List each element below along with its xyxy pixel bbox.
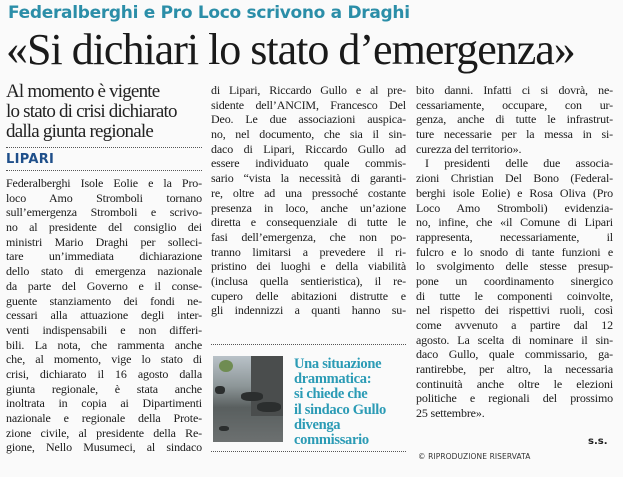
article-line: bito danni. Infatti ci si dovrà, ne- xyxy=(416,83,613,97)
article-line: genza, anche di tutte le infrastrut- xyxy=(416,112,613,127)
article-line: sull’emergenza Stromboli e scrivo- xyxy=(6,205,202,220)
headline: «Si dichiari lo stato d’emergenza» xyxy=(6,25,575,74)
article-line: cessariamente, occupare, con ur- xyxy=(416,97,613,112)
article-line: cessari alla attuazione degli inter- xyxy=(6,308,202,323)
article-line: crisi, dichiarato il 16 agosto dalla xyxy=(6,366,202,381)
callout-line: Una situazione xyxy=(294,356,382,372)
divider xyxy=(6,147,202,148)
callout-line: drammatica: xyxy=(294,371,372,388)
callout-line: commissario xyxy=(294,432,369,449)
article-line: gione, Nello Musumeci, al sindaco xyxy=(6,440,202,455)
article-line: ture necessarie per la messa in si- xyxy=(416,127,613,142)
article-line: zione civile, al presidente della Re- xyxy=(6,425,202,440)
article-line: giunta regionale, è stata anche xyxy=(6,381,202,396)
article-line: I presidenti delle due associa- xyxy=(425,156,613,171)
article-line: fasi dell’emergenza, che non po- xyxy=(211,229,406,244)
article-line: daco di Lipari, Riccardo Gullo ad xyxy=(211,141,406,156)
article-line: 25 settembre». xyxy=(416,406,485,421)
article-line: nazionale e regionale della Prote- xyxy=(6,411,202,425)
article-line: di Lipari, Riccardo Gullo e al pre- xyxy=(211,83,406,97)
article-line: rantirebbe, per altro, la necessaria xyxy=(416,362,613,377)
article-line: pristino dei luoghi e della viabilità xyxy=(211,259,406,274)
divider xyxy=(6,170,202,171)
section-label: LIPARI xyxy=(6,152,55,167)
article-line: fulcro e lo snodo di tante funzioni e xyxy=(416,244,613,259)
article-line: no, nel documento, che sia il sin- xyxy=(211,127,406,142)
article-line: essere individuato quale commis- xyxy=(211,156,406,171)
copyright-notice: © RIPRODUZIONE RISERVATA xyxy=(418,452,531,461)
article-line: dello stato di emergenza nazionale xyxy=(6,264,202,279)
divider xyxy=(211,451,406,452)
article-line: (inclusa quella sentieristica), il re- xyxy=(211,273,406,288)
article-line: Deo. Le due associazioni auspica- xyxy=(211,112,406,127)
article-line: diretta e consequenziale di tutte le xyxy=(211,215,406,230)
article-line: bili. La nota, che rammenta anche xyxy=(6,337,202,352)
article-column-2 xyxy=(211,83,406,318)
article-line: come avvenuto a partire dal 12 xyxy=(416,318,613,332)
article-line: agosto. La scelta di nominare il sin- xyxy=(416,332,613,347)
article-line: da parte del Governo e il conse- xyxy=(6,278,202,293)
photo-stromboli-street xyxy=(213,356,283,442)
subhead-line: Al momento è vigente xyxy=(6,81,160,102)
article-line: pone un coordinamento sinergico xyxy=(416,273,613,288)
article-line: Loco Amo Stromboli) evidenzia- xyxy=(416,200,613,215)
article-line: inoltrata in copia ai Dipartimenti xyxy=(6,396,202,411)
subhead-line: dalla giunta regionale xyxy=(6,121,153,142)
article-line: di tutte le componenti coinvolte, xyxy=(416,288,613,303)
subhead-line: lo stato di crisi dichiarato xyxy=(6,101,177,122)
callout-line: si chiede che xyxy=(294,386,368,403)
article-line: no al presidente del consiglio dei xyxy=(6,220,202,235)
article-line: guente stanziamento dei fondi ne- xyxy=(6,293,202,308)
article-line: re, oltre ad una pressoché costante xyxy=(211,185,406,200)
article-line: tare un’immediata dichiarazione xyxy=(6,249,202,264)
author-signature: s.s. xyxy=(588,436,608,447)
article-line: sario “vista la necessità di garanti- xyxy=(211,171,406,186)
callout-line: il sindaco Gullo xyxy=(294,401,386,418)
article-line: ministri Mario Draghi per solleci- xyxy=(6,234,202,249)
callout-quote xyxy=(294,357,406,448)
article-line: tranno limitarsi a prevedere il ri- xyxy=(211,244,406,259)
article-line: berghi isole Eolie) e Rosa Oliva (Pro xyxy=(416,185,613,200)
article-line: Federalberghi Isole Eolie e la Pro- xyxy=(6,176,202,190)
article-line: presenza in loco, anche un’azione xyxy=(211,200,406,215)
kicker: Federalberghi e Pro Loco scrivono a Draghi xyxy=(8,3,410,23)
article-line: cupero delle abitazioni distrutte e xyxy=(211,288,406,303)
callout-line: divenga xyxy=(294,416,341,433)
article-line: daco Gullo, quale commissario, ga- xyxy=(416,347,613,362)
article-line: gli indennizzi a quanti hanno su- xyxy=(211,303,406,318)
article-line: venti indispensabili e non differi- xyxy=(6,322,202,337)
article-line: rappresenta, necessariamente, il xyxy=(416,229,613,244)
article-line: sidente dell’ANCIM, Francesco Del xyxy=(211,97,406,112)
article-line: nel rispetto dei rispettivi ruoli, così xyxy=(416,303,613,318)
article-line: zioni Christian Del Bono (Federal- xyxy=(416,171,613,186)
article-line: politiche e regionali del prossimo xyxy=(416,391,613,406)
subhead xyxy=(6,82,202,142)
article-line: curezza del territorio». xyxy=(416,141,522,156)
article-line: che, al momento, vige lo stato di xyxy=(6,352,202,367)
article-column-3 xyxy=(416,83,613,421)
article-line: continuità anche oltre le elezioni xyxy=(416,376,613,391)
divider xyxy=(211,344,406,345)
article-line: loco Amo Stromboli tornano xyxy=(6,190,202,205)
article-line: lo svolgimento delle stesse presup- xyxy=(416,259,613,274)
article-line: no, infine, che «il Comune di Lipari xyxy=(416,215,613,230)
